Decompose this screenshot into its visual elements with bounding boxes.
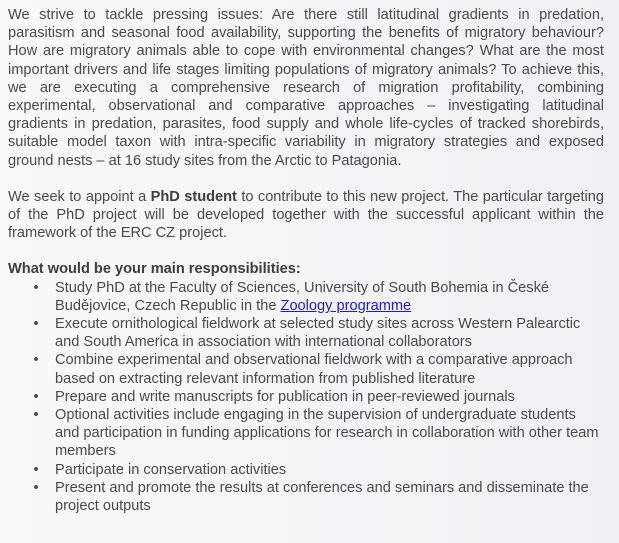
appointment-text-before: We seek to appoint a xyxy=(8,188,151,205)
list-item-text: Prepare and write manuscripts for publication in peer-reviewed journals xyxy=(55,388,515,405)
bullet-icon: • xyxy=(33,388,39,405)
list-item-text: Participate in conservation activities xyxy=(55,461,287,478)
appointment-paragraph xyxy=(8,188,604,243)
intro-paragraph: We strive to tackle pressing issues: Are there still latitudinal gradients in predation, parasitism and seasonal food availability, supporting the benefits of migratory behaviour? How are migratory animals able to cope with environmental changes? What are the most important drivers and life stages limiting populations of migratory animals? To achieve this, we are executing a comprehensive research of migration profitability, combining experimental, observational and comparative approaches – investigating latitudinal gradients in predation, parasites, food supply and whole life-cycles of tracked shorebirds, suitable model taxon with intra-specific variability in migratory strategies and exposed ground nests – at 16 study sites from the Arctic to Patagonia. xyxy=(8,7,604,169)
list-item-text: Study PhD at the Faculty of Sciences, University of South Bohemia in České Budějovice, Czech Republic in the xyxy=(55,279,549,314)
paragraph-gap xyxy=(8,242,604,260)
list-item-text: Present and promote the results at conferences and seminars and disseminate the project outputs xyxy=(55,479,589,515)
bullet-icon: • xyxy=(33,352,39,369)
list-item-text: Combine experimental and observational fieldwork with a comparative approach based on extracting relevant information from published literature xyxy=(55,352,573,387)
bullet-icon: • xyxy=(33,407,39,424)
paragraph-gap xyxy=(8,170,604,188)
bullet-icon: • xyxy=(33,479,39,496)
bullet-icon: • xyxy=(33,279,39,296)
responsibilities-heading: What would be your main responsibilities: xyxy=(8,261,301,278)
position-title: PhD student xyxy=(150,188,237,205)
list-item xyxy=(33,315,604,351)
bullet-icon: • xyxy=(33,316,39,333)
appointment-text-after: to contribute to this new project. The particular targeting of the PhD project will be developed together with the successful applicant within the framework of the ERC CZ project. xyxy=(8,188,604,242)
list-item xyxy=(33,279,604,315)
list-item xyxy=(33,461,604,479)
list-item xyxy=(33,351,604,387)
responsibilities-list xyxy=(8,279,604,516)
list-item xyxy=(33,479,604,515)
list-item-text: Execute ornithological fieldwork at selected study sites across Western Palearctic and South America in association with international collaborators xyxy=(55,316,581,351)
zoology-programme-link[interactable]: Zoology programme xyxy=(280,297,412,314)
list-item xyxy=(33,406,604,461)
bullet-icon: • xyxy=(33,461,39,478)
list-item-text: Optional activities include engaging in the supervision of undergraduate students and participation in funding applications for research in collaboration with other team members xyxy=(55,407,599,460)
list-item xyxy=(33,388,604,406)
